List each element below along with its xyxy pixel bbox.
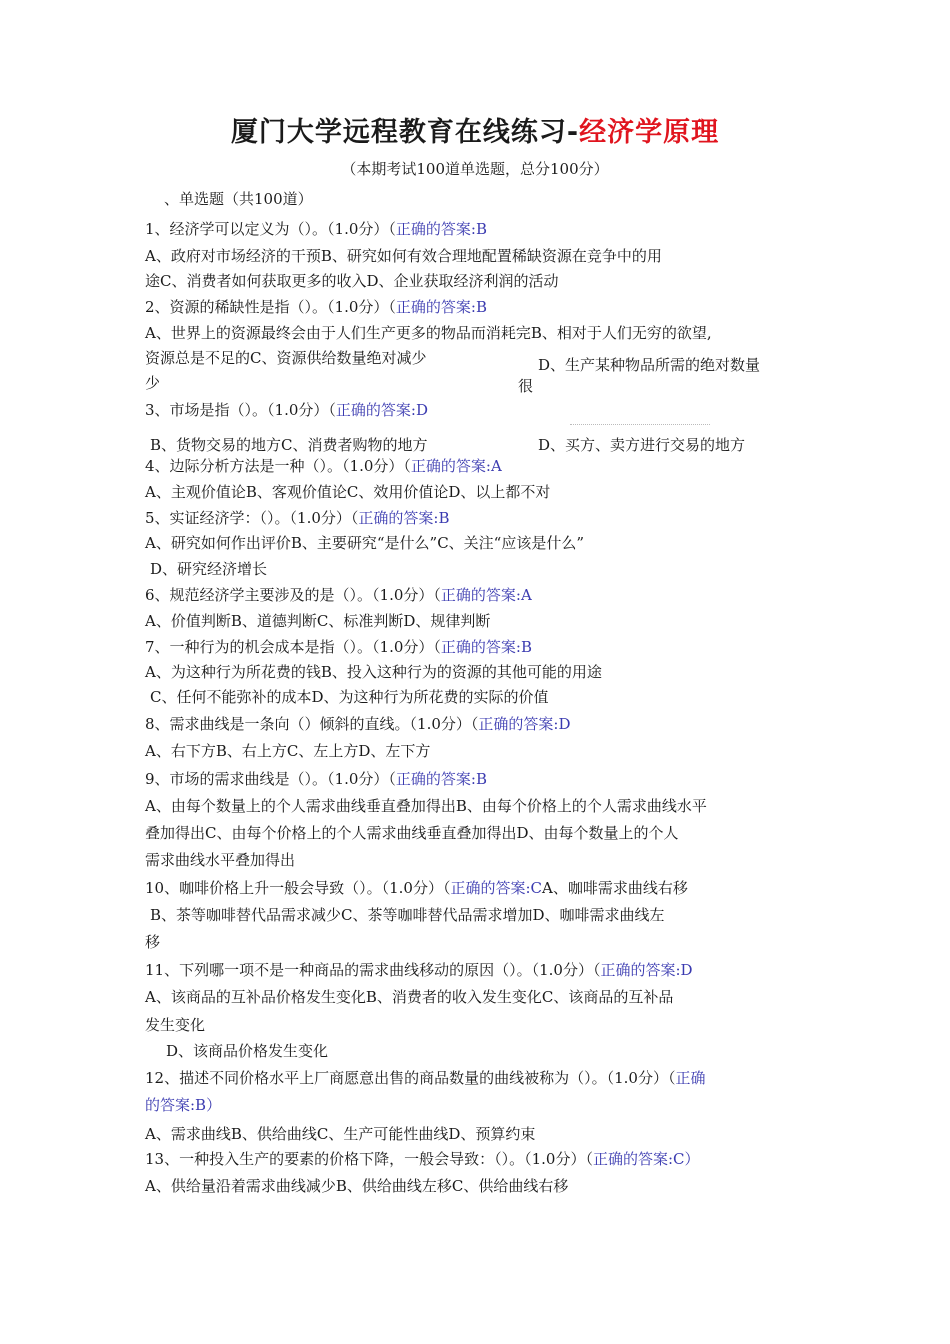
line-text: A、主观价值论B、客观价值论C、效用价值论D、以上都不对: [145, 483, 551, 501]
exam-subtitle: （本期考试100道单选题，总分100分）: [341, 160, 609, 178]
option-line: [145, 611, 490, 631]
correct-answer: 正确的答案:B: [395, 770, 487, 788]
question-line: [145, 585, 532, 605]
line-text: 2、资源的稀缺性是指（）。（1.0分）（: [145, 298, 396, 316]
option-line: [150, 687, 549, 707]
correct-answer: 正确的答案:B: [358, 509, 450, 527]
line-text: B、茶等咖啡替代品需求减少C、茶等咖啡替代品需求增加D、咖啡需求曲线左: [150, 906, 665, 924]
line-text: 很: [518, 377, 534, 395]
question-line: [145, 769, 487, 789]
line-text: A、该商品的互补品价格发生变化B、消费者的收入发生变化C、该商品的互补品: [145, 988, 674, 1006]
line-text: B、货物交易的地方C、消费者购物的地方: [150, 436, 428, 454]
option-line: [145, 932, 160, 952]
line-text: 10、咖啡价格上升一般会导致（）。（1.0分）（: [145, 879, 451, 897]
line-text: 4、边际分析方法是一种（）。（1.0分）（: [145, 457, 411, 475]
line-text: 8、需求曲线是一条向（）倾斜的直线。（1.0分）（: [145, 715, 479, 733]
line-text: 途C、消费者如何获取更多的收入D、企业获取经济利润的活动: [145, 272, 559, 290]
correct-answer: 正确的答案:A: [440, 586, 532, 604]
line-text: 移: [145, 933, 161, 951]
correct-answer: 正确的答案:D: [335, 401, 428, 419]
line-text: 9、市场的需求曲线是（）。（1.0分）（: [145, 770, 396, 788]
line-text: D、研究经济增长: [150, 560, 268, 578]
correct-answer: 正确的答案:A: [410, 457, 502, 475]
line-text: A、供给量沿着需求曲线减少B、供给曲线左移C、供给曲线右移: [145, 1177, 569, 1195]
correct-answer: 正确的答案:C）: [592, 1150, 700, 1168]
line-text: 发生变化: [145, 1016, 206, 1034]
line-text: 1、经济学可以定义为（）。（1.0分）（: [145, 220, 396, 238]
option-line: [145, 1015, 205, 1035]
question-line: [145, 878, 688, 898]
title-main: 厦门大学远程教育在线练习-: [230, 117, 580, 148]
option-line: [145, 323, 712, 343]
question-line: [145, 1095, 221, 1115]
line-text: 叠加得出C、由每个价格上的个人需求曲线垂直叠加得出D、由每个数量上的个人: [145, 824, 679, 842]
line-text: C、任何不能弥补的成本D、为这种行为所花费的实际的价值: [150, 688, 549, 706]
line-text: A、世界上的资源最终会由于人们生产更多的物品而消耗完B、相对于人们无穷的欲望,: [145, 324, 712, 342]
option-line: [538, 435, 745, 455]
option-line: [145, 1176, 568, 1196]
line-text: 资源总是不足的C、资源供给数量绝对减少: [145, 349, 427, 367]
line-text: A、右下方B、右上方C、左上方D、左下方: [145, 742, 431, 760]
line-text: A、咖啡需求曲线右移: [542, 879, 688, 897]
correct-answer: 正确的答案:D: [478, 715, 571, 733]
question-line: [145, 219, 487, 239]
option-line: [166, 1041, 328, 1061]
title-subject: 经济学原理: [579, 117, 720, 148]
line-text: A、为这种行为所花费的钱B、投入这种行为的资源的其他可能的用途: [145, 663, 602, 681]
option-line: [145, 741, 430, 761]
option-line: [145, 246, 662, 266]
line-text: 3、市场是指（）。（1.0分）（: [145, 401, 336, 419]
option-line: [145, 850, 295, 870]
line-text: 需求曲线水平叠加得出: [145, 851, 296, 869]
line-text: 少: [145, 374, 161, 392]
option-line: [145, 796, 707, 816]
question-line: [145, 1068, 705, 1088]
question-line: [145, 960, 693, 980]
option-line: [145, 1124, 535, 1144]
option-line: [150, 905, 665, 925]
option-line: [145, 823, 679, 843]
correct-answer: 正确的答案:B: [395, 298, 487, 316]
correct-answer: 的答案:B）: [145, 1096, 222, 1114]
line-text: D、该商品价格发生变化: [166, 1042, 329, 1060]
correct-answer: 正确的答案:D: [600, 961, 693, 979]
question-line: [145, 400, 428, 420]
option-line: [518, 376, 533, 396]
option-line: [538, 355, 760, 375]
line-text: 11、下列哪一项不是一种商品的需求曲线移动的原因（）。（1.0分）（: [145, 961, 601, 979]
faint-dots: [570, 424, 710, 428]
option-line: [145, 482, 550, 502]
line-text: 12、描述不同价格水平上厂商愿意出售的商品数量的曲线被称为（）。（1.0分）（: [145, 1069, 676, 1087]
line-text: D、买方、卖方进行交易的地方: [538, 436, 746, 454]
question-line: [145, 714, 571, 734]
question-line: [145, 637, 532, 657]
option-line: [145, 271, 559, 291]
line-text: 13、一种投入生产的要素的价格下降，一般会导致：（）。（1.0分）（: [145, 1150, 593, 1168]
option-line: [145, 662, 602, 682]
option-line: [150, 559, 267, 579]
correct-answer: 正确的答案:B: [440, 638, 532, 656]
option-line: [145, 533, 584, 553]
correct-answer: 正确: [675, 1069, 706, 1087]
section-heading: 、单选题（共100道）: [164, 190, 313, 208]
option-line: [150, 435, 428, 455]
line-text: A、政府对市场经济的干预B、研究如何有效合理地配置稀缺资源在竞争中的用: [145, 247, 662, 265]
question-line: [145, 297, 487, 317]
line-text: 7、一种行为的机会成本是指（）。（1.0分）（: [145, 638, 441, 656]
line-text: 6、规范经济学主要涉及的是（）。（1.0分）（: [145, 586, 441, 604]
line-text: A、由每个数量上的个人需求曲线垂直叠加得出B、由每个价格上的个人需求曲线水平: [145, 797, 707, 815]
line-text: A、价值判断B、道德判断C、标准判断D、规律判断: [145, 612, 491, 630]
line-text: A、需求曲线B、供给曲线C、生产可能性曲线D、预算约束: [145, 1125, 536, 1143]
correct-answer: 正确的答案:B: [395, 220, 487, 238]
line-text: A、研究如何作出评价B、主要研究“是什么”C、关注“应该是什么”: [145, 534, 585, 552]
page-title: [0, 110, 950, 149]
option-line: [145, 987, 673, 1007]
question-line: [145, 508, 449, 528]
option-line: [145, 373, 160, 393]
correct-answer: 正确的答案:C: [450, 879, 542, 897]
line-text: 5、实证经济学：（）。（1.0分）（: [145, 509, 359, 527]
option-line: [145, 348, 426, 368]
line-text: D、生产某种物品所需的绝对数量: [538, 356, 761, 374]
question-line: [145, 1149, 700, 1169]
question-line: [145, 456, 502, 476]
